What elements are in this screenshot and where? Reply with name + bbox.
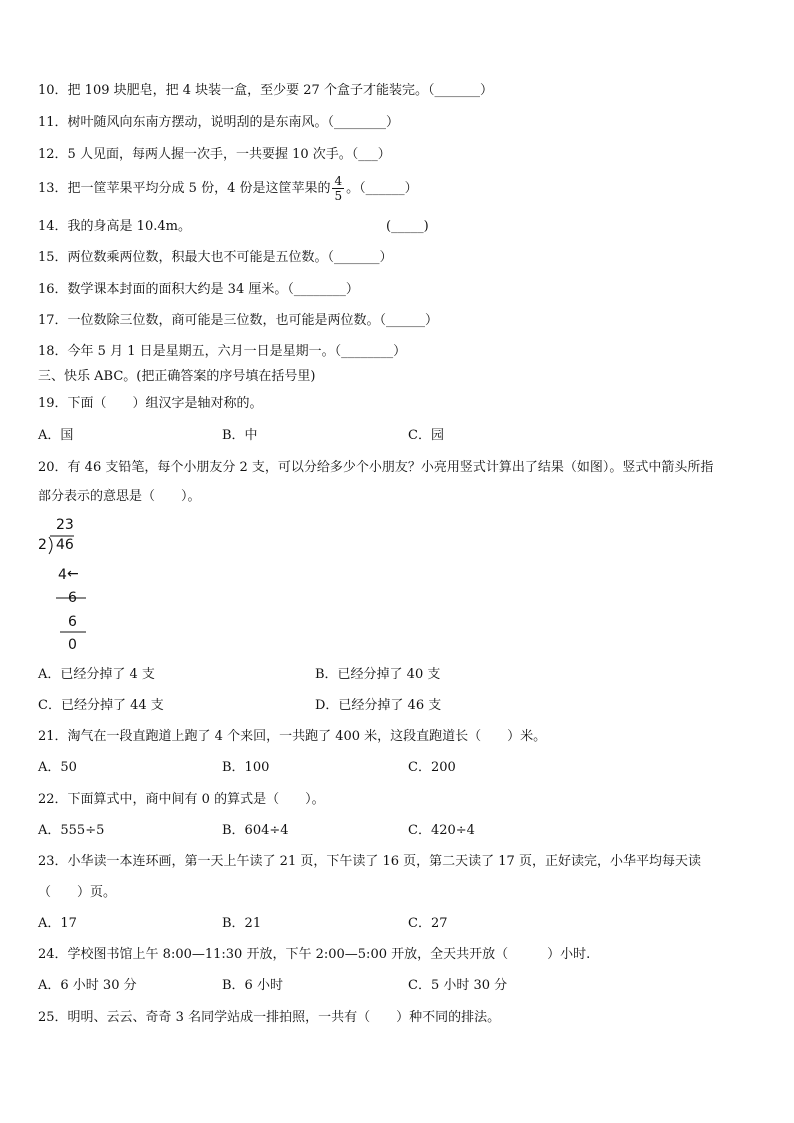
q21-option-c: C．200 [408, 760, 456, 775]
q20-option-c: C．已经分掉了 44 支 [38, 698, 164, 713]
question-16: 16．数学课本封面的面积大约是 34 厘米。（________） [38, 282, 359, 297]
fraction-denominator: 5 [334, 189, 343, 203]
q24-option-a: A．6 小时 30 分 [38, 978, 137, 993]
arrow-left-icon: ← [67, 566, 79, 582]
q20-option-d: D．已经分掉了 46 支 [315, 698, 442, 713]
division-divisor: 2 [38, 537, 47, 553]
question-10: 10．把 109 块肥皂，把 4 块装一盒，至少要 27 个盒子才能装完。（_______） [38, 83, 493, 98]
question-20-line1: 20．有 46 支铅笔，每个小朋友分 2 支，可以分给多少个小朋友？小亮用竖式计算出了结果（如图）。竖式中箭头所指 [38, 460, 714, 475]
question-24: 24．学校图书馆上午 8:00—11:30 开放，下午 2:00—5:00 开放，全天共开放（ ）小时. [38, 947, 591, 962]
division-step-bring-down: 6 [68, 590, 77, 606]
q22-option-c: C．420÷4 [408, 823, 475, 838]
question-25: 25．明明、云云、奇奇 3 名同学站成一排拍照，一共有（ ）种不同的排法。 [38, 1010, 501, 1025]
q24-option-b: B．6 小时 [222, 978, 283, 993]
q19-option-c: C．园 [408, 428, 444, 443]
question-21: 21．淘气在一段直跑道上跑了 4 个来回，一共跑了 400 米，这段直跑道长（ ）米。 [38, 729, 547, 744]
q22-option-a: A．555÷5 [38, 823, 105, 838]
question-18: 18．今年 5 月 1 日是星期五，六月一日是星期一。（________） [38, 344, 407, 359]
question-15: 15．两位数乘两位数，积最大也不可能是五位数。（_______） [38, 250, 393, 265]
question-17: 17．一位数除三位数，商可能是三位数，也可能是两位数。（______） [38, 313, 439, 328]
question-13-answer: 。（______） [346, 181, 418, 196]
question-12: 12．5 人见面，每两人握一次手，一共要握 10 次手。（___） [38, 147, 391, 162]
question-14-answer: (_____) [386, 219, 429, 234]
q19-option-b: B．中 [222, 428, 258, 443]
q23-option-b: B．21 [222, 916, 262, 931]
q21-option-b: B．100 [222, 760, 270, 775]
division-step-subtract-6: 6 [68, 614, 77, 630]
q20-option-b: B．已经分掉了 40 支 [315, 667, 441, 682]
fraction-numerator: 4 [334, 174, 343, 188]
question-23-line2: （ ）页。 [38, 885, 117, 900]
division-dividend: 46 [56, 537, 74, 553]
division-quotient: 23 [56, 517, 74, 533]
question-19: 19．下面（ ）组汉字是轴对称的。 [38, 396, 263, 411]
q23-option-a: A．17 [38, 916, 77, 931]
long-division-figure [36, 516, 106, 656]
question-14 [38, 218, 429, 236]
q23-option-c: C．27 [408, 916, 448, 931]
question-11: 11．树叶随风向东南方摆动，说明刮的是东南风。（________） [38, 115, 400, 130]
question-23-line1: 23．小华读一本连环画，第一天上午读了 21 页，下午读了 16 页，第二天读了 17 页，正好读完，小华平均每天读 [38, 854, 701, 869]
division-remainder: 0 [68, 637, 77, 653]
section-3-title: 三、快乐 ABC。(把正确答案的序号填在括号里) [38, 369, 316, 384]
q19-option-a: A．国 [38, 428, 74, 443]
question-13-text: 13．把一筐苹果平均分成 5 份，4 份是这筐苹果的 [38, 181, 331, 196]
question-20-line2: 部分表示的意思是（ ）。 [38, 489, 201, 504]
question-13 [38, 174, 418, 203]
q24-option-c: C．5 小时 30 分 [408, 978, 508, 993]
question-22: 22．下面算式中，商中间有 0 的算式是（ ）。 [38, 792, 325, 807]
q20-option-a: A．已经分掉了 4 支 [38, 667, 155, 682]
q21-option-a: A．50 [38, 760, 77, 775]
question-14-text: 14．我的身高是 10.4m。 [38, 219, 191, 234]
fraction-4-5 [332, 174, 344, 203]
division-step-subtract-4: 4 [58, 567, 67, 583]
q22-option-b: B．604÷4 [222, 823, 289, 838]
